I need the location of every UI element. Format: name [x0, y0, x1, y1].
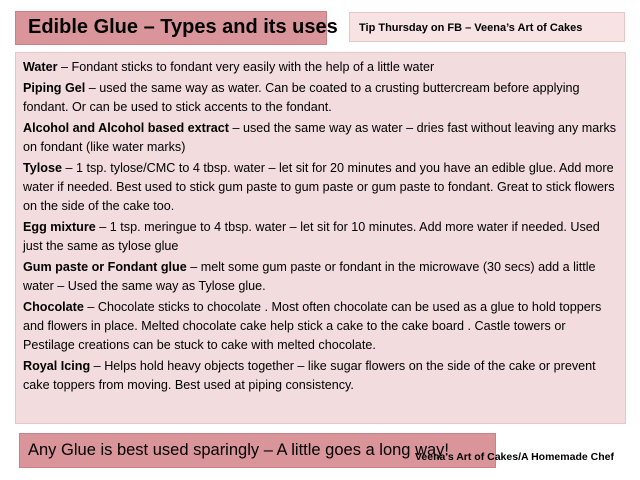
glue-types-list [15, 52, 626, 424]
entry-term: Gum paste or Fondant glue [23, 260, 187, 274]
entry-text: – 1 tsp. tylose/CMC to 4 tbsp. water – let sit for 20 minutes and you have an edible glue. Add more water if needed. Best used to stick gum paste to gum paste or gum paste to fondant. Great to stick flowers on the side of the cake too. [23, 161, 615, 213]
entry-royal-icing [23, 357, 617, 395]
entry-gum-paste-glue [23, 258, 617, 296]
tip-banner: Tip Thursday on FB – Veena’s Art of Cakes [349, 12, 625, 42]
entry-term: Chocolate [23, 300, 84, 314]
entry-term: Piping Gel [23, 81, 86, 95]
entry-text: – Helps hold heavy objects together – like sugar flowers on the side of the cake or prevent cake toppers from moving. Best used at piping consistency. [23, 359, 596, 392]
entry-text: – used the same way as water. Can be coated to a crusting buttercream before applying fondant. Or can be used to stick accents to the fondant. [23, 81, 580, 114]
entry-text: – melt some gum paste or fondant in the microwave (30 secs) add a little water – Used the same way as Tylose glue. [23, 260, 596, 293]
entry-term: Egg mixture [23, 220, 96, 234]
entry-term: Alcohol and Alcohol based extract [23, 121, 229, 135]
entry-piping-gel [23, 79, 617, 117]
entry-text: – Chocolate sticks to chocolate . Most often chocolate can be used as a glue to hold toppers and flowers in place. Melted chocolate cake help stick a cake to the cake board . Castle towers or Pestilage creations can be stuck to cake with melted chocolate. [23, 300, 602, 352]
entry-term: Tylose [23, 161, 62, 175]
entry-text: – used the same way as water – dries fast without leaving any marks on fondant (like water marks) [23, 121, 617, 154]
entry-water [23, 58, 617, 77]
entry-term: Royal Icing [23, 359, 91, 373]
entry-chocolate [23, 298, 617, 355]
footer-note: Any Glue is best used sparingly – A little goes a long way! [19, 433, 496, 468]
credit-text: Veena's Art of Cakes/A Homemade Chef [415, 451, 614, 463]
entry-text: – 1 tsp. meringue to 4 tbsp. water – let sit for 10 minutes. Add more water if needed. Used just the same as tylose glue [23, 220, 600, 253]
entry-egg-mixture [23, 218, 617, 256]
slide-title: Edible Glue – Types and its uses [15, 11, 327, 45]
entry-term: Water [23, 60, 58, 74]
entry-text: – Fondant sticks to fondant very easily with the help of a little water [57, 60, 435, 74]
entry-alcohol [23, 119, 617, 157]
entry-tylose [23, 159, 617, 216]
